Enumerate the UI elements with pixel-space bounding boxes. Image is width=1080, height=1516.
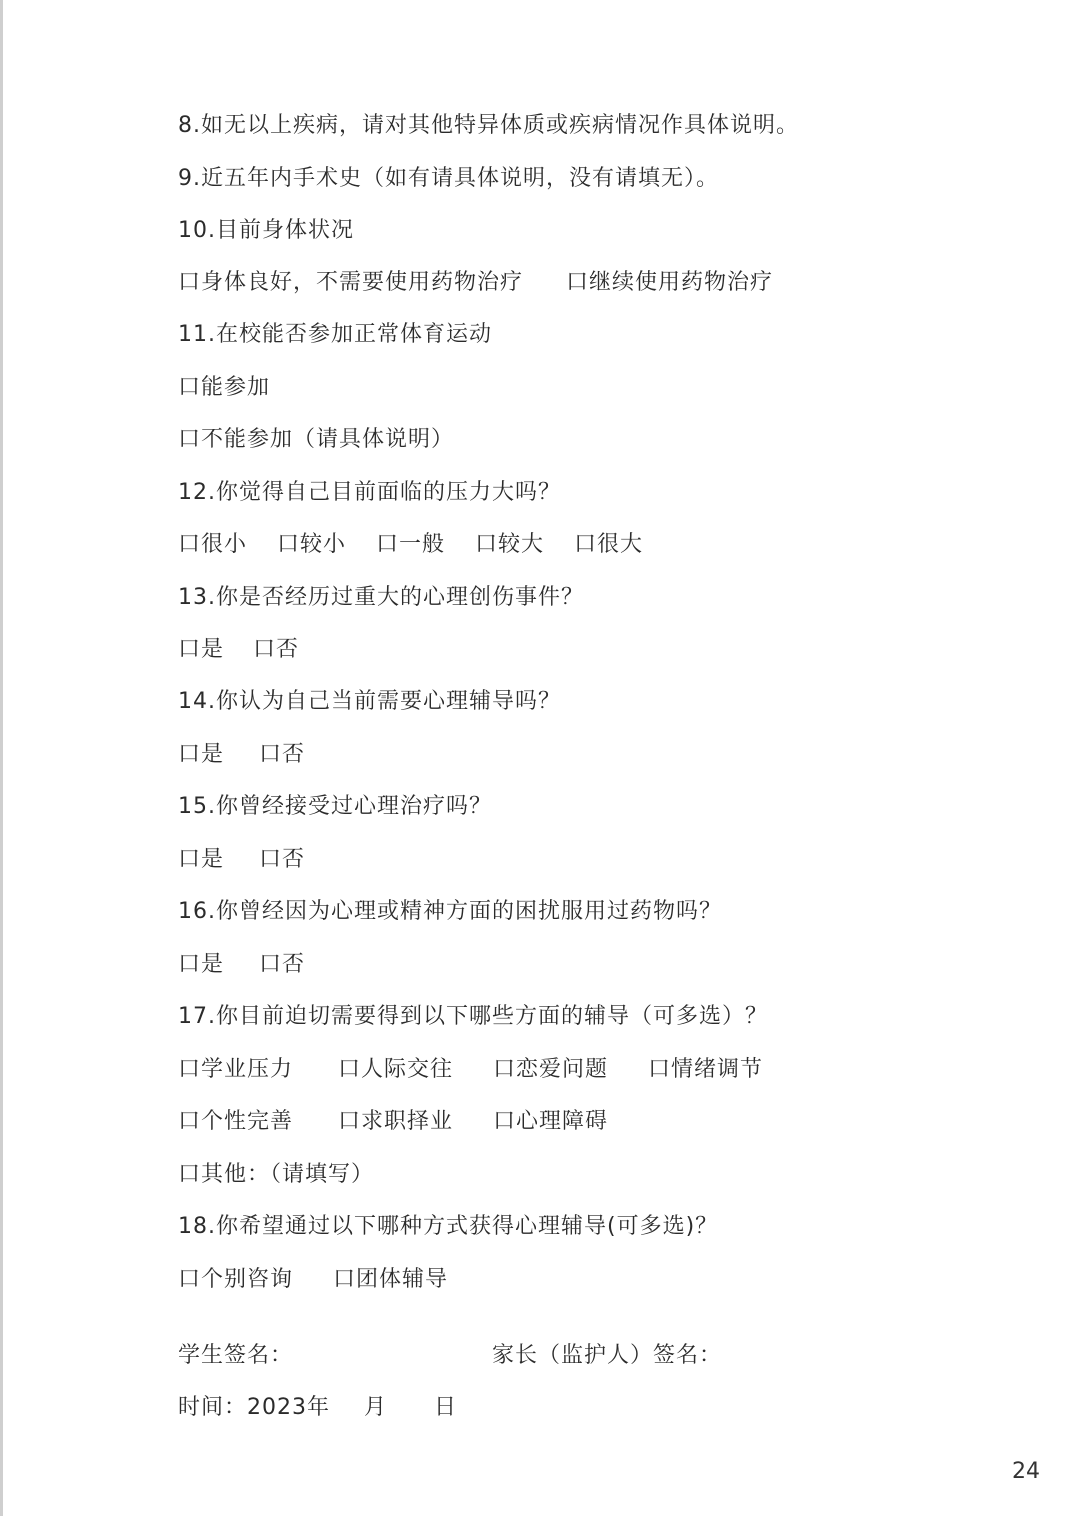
q11-option-can[interactable]: 口能参加 xyxy=(178,375,271,400)
question-13: 13.你是否经历过重大的心理创伤事件？ xyxy=(178,585,584,610)
q14-option-yes[interactable]: 口是 xyxy=(178,742,225,767)
question-8: 8.如无以上疾病，请对其他特异体质或疾病情况作具体说明。 xyxy=(178,113,799,138)
q17-option-personality[interactable]: 口个性完善 xyxy=(178,1109,294,1134)
question-10: 10.目前身体状况 xyxy=(178,218,354,243)
q10-option-continue-medication[interactable]: 口继续使用药物治疗 xyxy=(566,270,774,295)
q12-option-high[interactable]: 口较大 xyxy=(475,532,545,557)
q17-option-interpersonal[interactable]: 口人际交往 xyxy=(338,1057,454,1082)
q13-option-yes[interactable]: 口是 xyxy=(178,637,225,662)
question-9: 9.近五年内手术史（如有请具体说明，没有请填无）。 xyxy=(178,166,719,191)
date-month-label[interactable]: 月 xyxy=(364,1395,388,1420)
q17-option-academic-pressure[interactable]: 口学业压力 xyxy=(178,1057,294,1082)
q17-option-other[interactable]: 口其他：（请填写） xyxy=(178,1162,375,1187)
question-11: 11.在校能否参加正常体育运动 xyxy=(178,322,492,347)
q18-option-group[interactable]: 口团体辅导 xyxy=(333,1267,449,1292)
q12-option-very-high[interactable]: 口很大 xyxy=(574,532,644,557)
question-14: 14.你认为自己当前需要心理辅导吗？ xyxy=(178,689,561,714)
page-number: 24 xyxy=(1012,1459,1040,1484)
question-17: 17.你目前迫切需要得到以下哪些方面的辅导（可多选）？ xyxy=(178,1004,768,1029)
q10-option-good-health[interactable]: 口身体良好，不需要使用药物治疗 xyxy=(178,270,524,295)
q12-option-medium[interactable]: 口一般 xyxy=(376,532,446,557)
q17-option-emotion[interactable]: 口情绪调节 xyxy=(648,1057,764,1082)
page-left-edge xyxy=(0,0,3,1516)
q11-option-cannot[interactable]: 口不能参加（请具体说明） xyxy=(178,427,455,452)
q12-option-very-low[interactable]: 口很小 xyxy=(178,532,248,557)
parent-signature-label[interactable]: 家长（监护人）签名： xyxy=(492,1343,723,1368)
q17-option-career[interactable]: 口求职择业 xyxy=(338,1109,454,1134)
q13-option-no[interactable]: 口否 xyxy=(253,637,300,662)
question-18: 18.你希望通过以下哪种方式获得心理辅导(可多选)？ xyxy=(178,1214,719,1239)
q12-option-low[interactable]: 口较小 xyxy=(277,532,347,557)
q18-option-individual[interactable]: 口个别咨询 xyxy=(178,1267,294,1292)
q17-option-relationship[interactable]: 口恋爱问题 xyxy=(493,1057,609,1082)
q16-option-yes[interactable]: 口是 xyxy=(178,952,225,977)
q15-option-yes[interactable]: 口是 xyxy=(178,847,225,872)
q15-option-no[interactable]: 口否 xyxy=(259,847,306,872)
q14-option-no[interactable]: 口否 xyxy=(259,742,306,767)
question-12: 12.你觉得自己目前面临的压力大吗？ xyxy=(178,480,561,505)
date-day-label[interactable]: 日 xyxy=(434,1395,458,1420)
question-15: 15.你曾经接受过心理治疗吗？ xyxy=(178,794,492,819)
q17-option-disorder[interactable]: 口心理障碍 xyxy=(493,1109,609,1134)
student-signature-label[interactable]: 学生签名： xyxy=(178,1343,294,1368)
date-year-label[interactable]: 时间：2023年 xyxy=(178,1395,330,1420)
question-16: 16.你曾经因为心理或精神方面的困扰服用过药物吗？ xyxy=(178,899,722,924)
q16-option-no[interactable]: 口否 xyxy=(259,952,306,977)
